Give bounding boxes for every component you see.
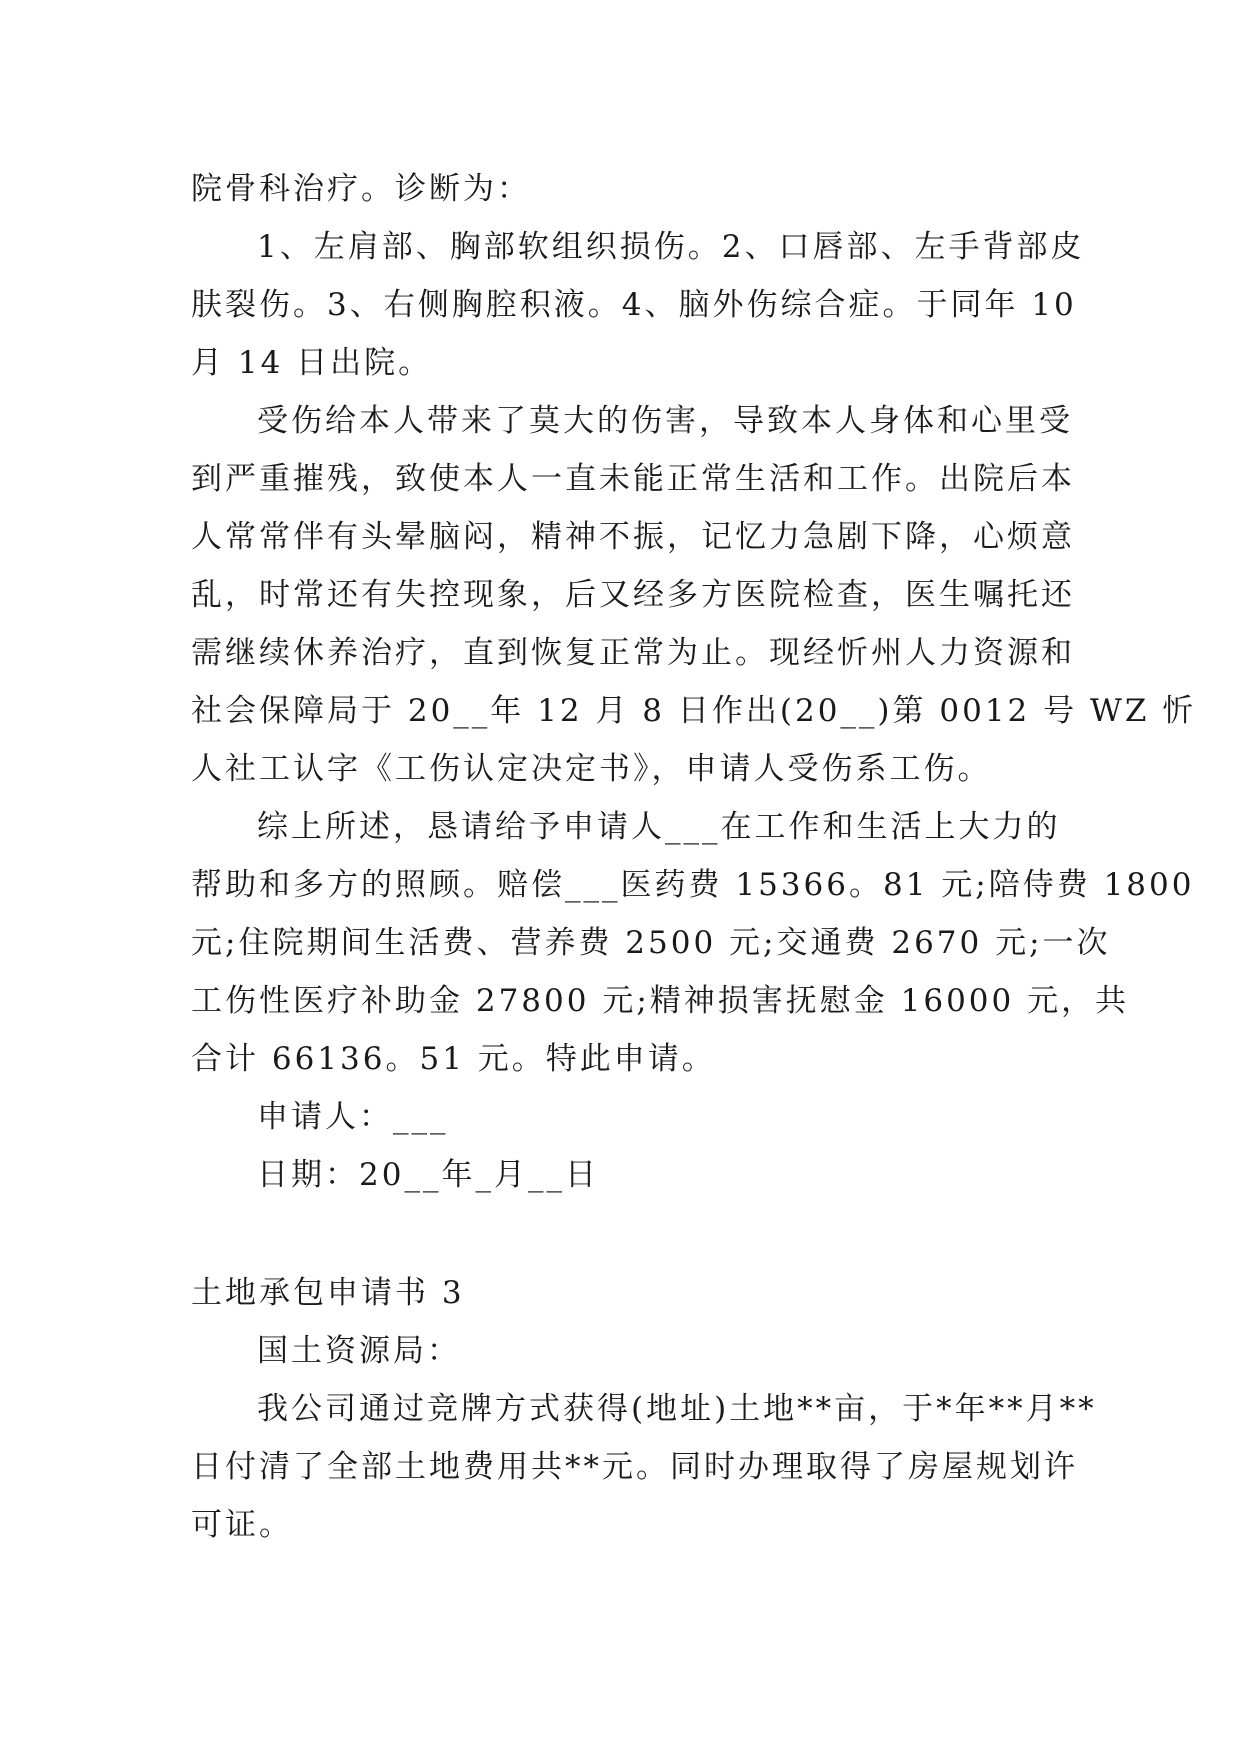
text-line: 社会保障局于 20__年 12 月 8 日作出(20__)第 0012 号 WZ 忻 — [191, 693, 1197, 729]
text-line: 人常常伴有头晕脑闷，精神不振，记忆力急剧下降，心烦意 — [191, 519, 1075, 555]
paragraph-injury — [191, 392, 1197, 798]
paragraph-summary — [191, 798, 1195, 1088]
paragraph-land — [191, 1380, 1097, 1554]
text-line: 合计 66136。51 元。特此申请。 — [191, 1041, 716, 1077]
text-line: 日付清了全部土地费用共**元。同时办理取得了房屋规划许 — [191, 1449, 1078, 1485]
section-title: 土地承包申请书 3 — [191, 1275, 465, 1311]
text-line: 到严重摧残，致使本人一直未能正常生活和工作。出院后本 — [191, 461, 1075, 497]
text-line: 1、左肩部、胸部软组织损伤。2、口唇部、左手背部皮 — [257, 229, 1085, 265]
text-line: 月 14 日出院。 — [191, 345, 433, 381]
text-line: 我公司通过竞牌方式获得(地址)土地**亩，于*年**月** — [257, 1391, 1097, 1427]
text-line: 受伤给本人带来了莫大的伤害，导致本人身体和心里受 — [257, 403, 1073, 439]
text-line: 工伤性医疗补助金 27800 元;精神损害抚慰金 16000 元，共 — [191, 983, 1130, 1019]
applicant-line: 申请人：___ — [257, 1099, 449, 1135]
salutation: 国土资源局： — [257, 1333, 461, 1369]
paragraph-diagnosis — [191, 218, 1085, 392]
section-gap — [191, 1204, 1051, 1264]
text-line: 肤裂伤。3、右侧胸腔积液。4、脑外伤综合症。于同年 10 — [191, 287, 1077, 323]
date-line: 日期：20__年_月__日 — [257, 1157, 599, 1193]
text-line: 帮助和多方的照顾。赔偿___医药费 15366。81 元;陪侍费 1800 — [191, 867, 1195, 903]
text-line: 需继续休养治疗，直到恢复正常为止。现经忻州人力资源和 — [191, 635, 1075, 671]
text-line: 院骨科治疗。诊断为： — [191, 171, 531, 207]
text-line: 可证。 — [191, 1507, 293, 1543]
text-line: 元;住院期间生活费、营养费 2500 元;交通费 2670 元;一次 — [191, 925, 1111, 961]
text-line: 人社工认字《工伤认定决定书》，申请人受伤系工伤。 — [191, 751, 992, 787]
text-line: 乱，时常还有失控现象，后又经多方医院检查，医生嘱托还 — [191, 577, 1075, 613]
document-page — [191, 160, 1197, 1554]
text-line: 综上所述，恳请给予申请人___在工作和生活上大力的 — [257, 809, 1061, 845]
